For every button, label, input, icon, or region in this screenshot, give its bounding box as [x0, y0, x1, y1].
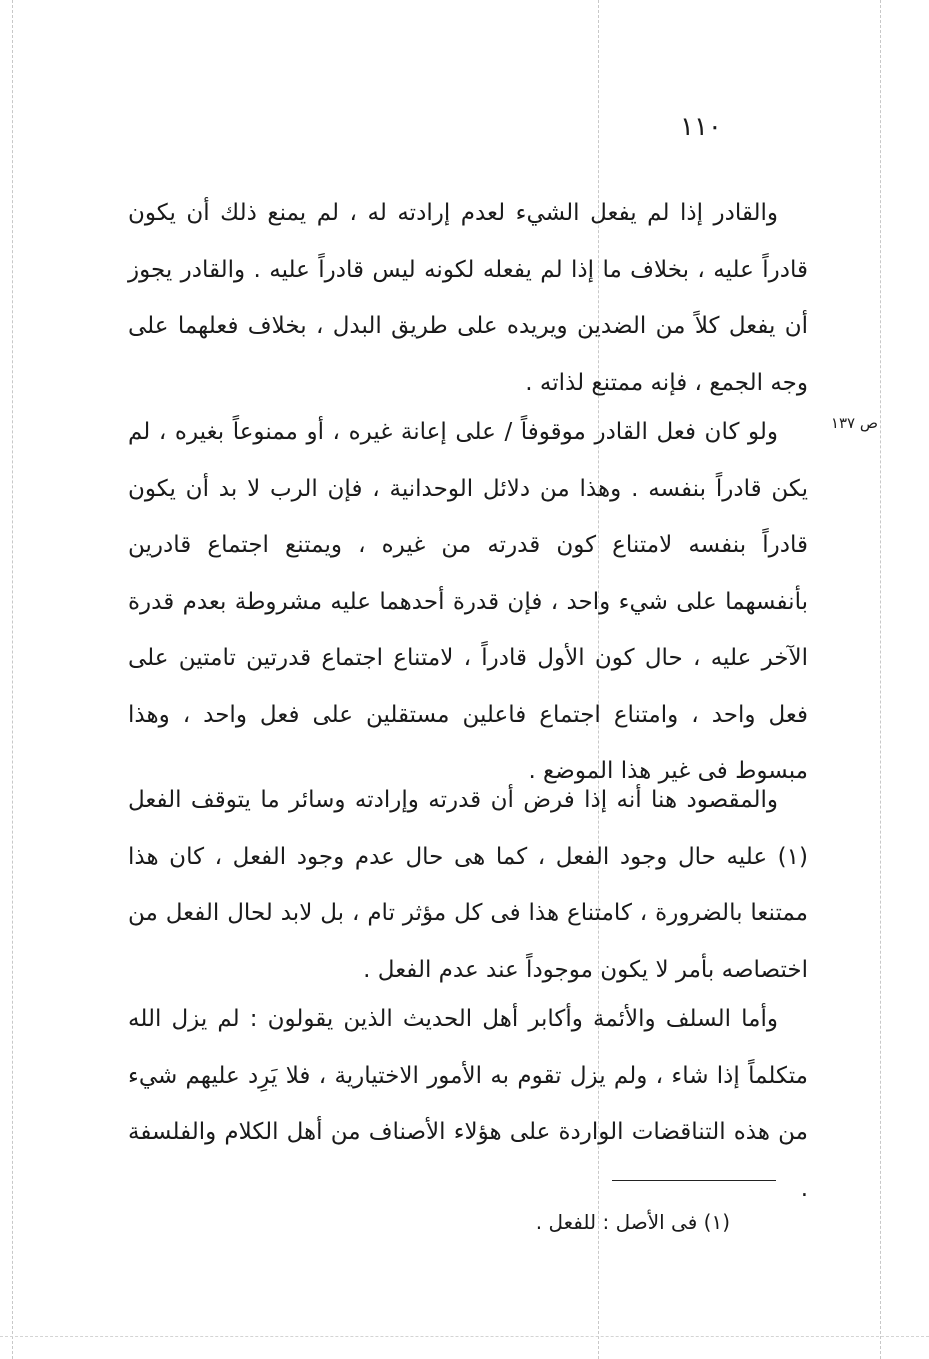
page-number: ١١٠ — [680, 112, 722, 142]
body-paragraph — [128, 991, 808, 1217]
scan-fold-line — [0, 1336, 929, 1337]
paragraph-text: والمقصود هنا أنه إذا فرض أن قدرته وإرادته وسائر ما يتوقف الفعل (١) عليه حال وجود الفعل ، كما هى حال عدم وجود الفعل ، كان هذا ممتنعا بالضرورة ، كامتناع هذا فى كل مؤثر تام ، بل لابد لحال الفعل من اختصاصه بأمر لا يكون موجوداً عند عدم الفعل . — [128, 787, 808, 983]
body-paragraph — [128, 772, 808, 998]
paragraph-text: وأما السلف والأئمة وأكابر أهل الحديث الذين يقولون : لم يزل الله متكلماً إذا شاء ، ولم يزل تقوم به الأمور الاختيارية ، فلا يَرِد عليهم شيء من هذه التناقضات الواردة على هؤلاء الأصناف من أهل الكلام والفلسفة . — [128, 1006, 808, 1202]
footnote: (١) فى الأصل : للفعل . — [535, 1210, 730, 1234]
margin-page-reference: ص ١٣٧ — [830, 414, 878, 432]
paragraph-text: والقادر إذا لم يفعل الشيء لعدم إرادته له ، لم يمنع ذلك أن يكون قادراً عليه ، بخلاف ما إذا لم يفعله لكونه ليس قادراً عليه . والقادر يجوز أن يفعل كلاً من الضدين ويريده على طريق البدل ، بخلاف فعلهما على وجه الجمع ، فإنه ممتنع لذاته . — [128, 200, 808, 396]
scan-fold-line — [12, 0, 13, 1359]
footnote-divider — [612, 1180, 776, 1181]
body-paragraph — [128, 185, 808, 411]
scan-fold-line — [880, 0, 881, 1359]
paragraph-text: ولو كان فعل القادر موقوفاً / على إعانة غيره ، أو ممنوعاً بغيره ، لم يكن قادراً بنفسه . وهذا من دلائل الوحدانية ، فإن الرب لا بد أن يكون قادراً بنفسه لامتناع كون قدرته من غيره ، ويمتنع اجتماع قادرين بأنفسهما على شيء واحد ، فإن قدرة أحدهما عليه مشروطة بعدم قدرة الآخر عليه ، حال كون الأول قادراً ، لامتناع اجتماع قدرتين تامتين على فعل واحد ، وامتناع اجتماع فاعلين مستقلين على فعل واحد ، وهذا مبسوط فى غير هذا الموضع . — [128, 419, 808, 784]
body-paragraph — [128, 404, 808, 800]
